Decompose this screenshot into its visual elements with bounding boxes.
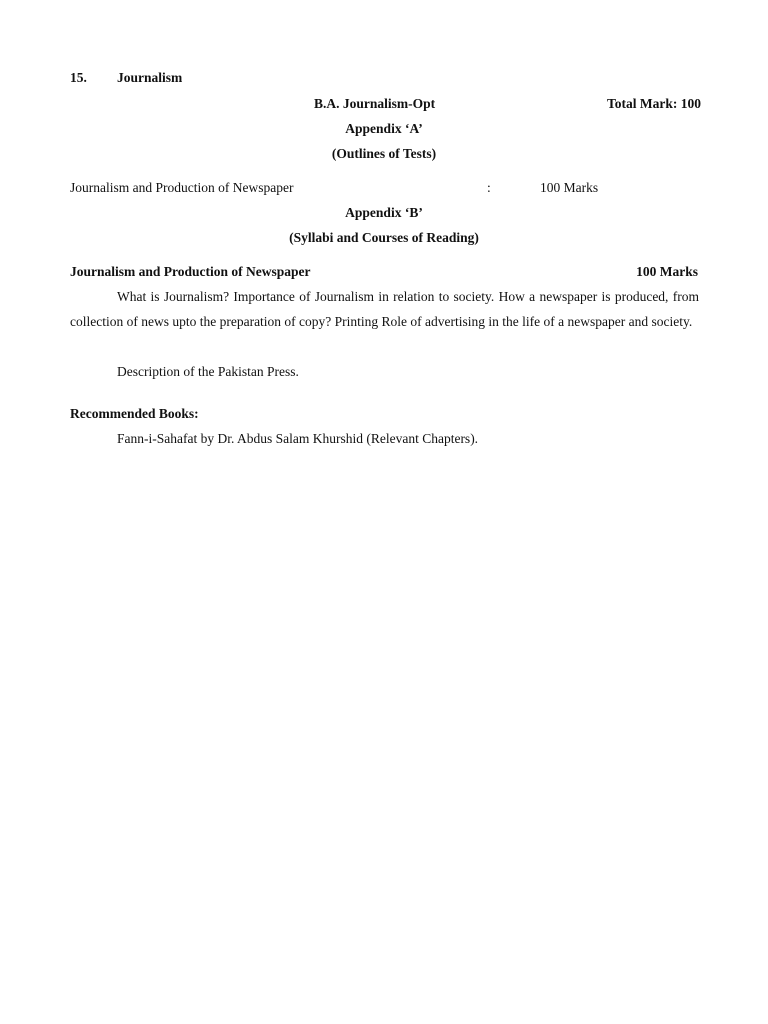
appendix-a-title: Appendix ‘A’ <box>345 121 423 136</box>
course-description <box>70 284 699 334</box>
section-title: Journalism <box>117 70 183 85</box>
appendix-b-title: Appendix ‘B’ <box>345 205 423 220</box>
recommended-books-heading: Recommended Books: <box>70 406 199 421</box>
appendix-b-subtitle: (Syllabi and Courses of Reading) <box>289 230 479 245</box>
course-title: Journalism and Production of Newspaper <box>70 264 311 279</box>
total-mark: Total Mark: 100 <box>607 96 701 111</box>
course-marks: 100 Marks <box>636 264 698 279</box>
section-number: 15. <box>70 70 87 85</box>
outline-marks: 100 Marks <box>540 180 599 195</box>
outline-subject: Journalism and Production of Newspaper <box>70 180 294 195</box>
recommended-book-item: Fann-i-Sahafat by Dr. Abdus Salam Khurshid (Relevant Chapters). <box>117 431 479 446</box>
program-title: B.A. Journalism-Opt <box>314 96 436 111</box>
course-description-text: What is Journalism? Importance of Journalism in relation to society. How a newspaper is produced, from collection of news upto the preparation of copy? Printing Role of advertising in the life of a newspaper and society. <box>70 289 699 329</box>
outline-separator: : <box>487 180 491 195</box>
appendix-a-subtitle: (Outlines of Tests) <box>331 146 437 161</box>
pakistan-press-description: Description of the Pakistan Press. <box>117 364 299 379</box>
